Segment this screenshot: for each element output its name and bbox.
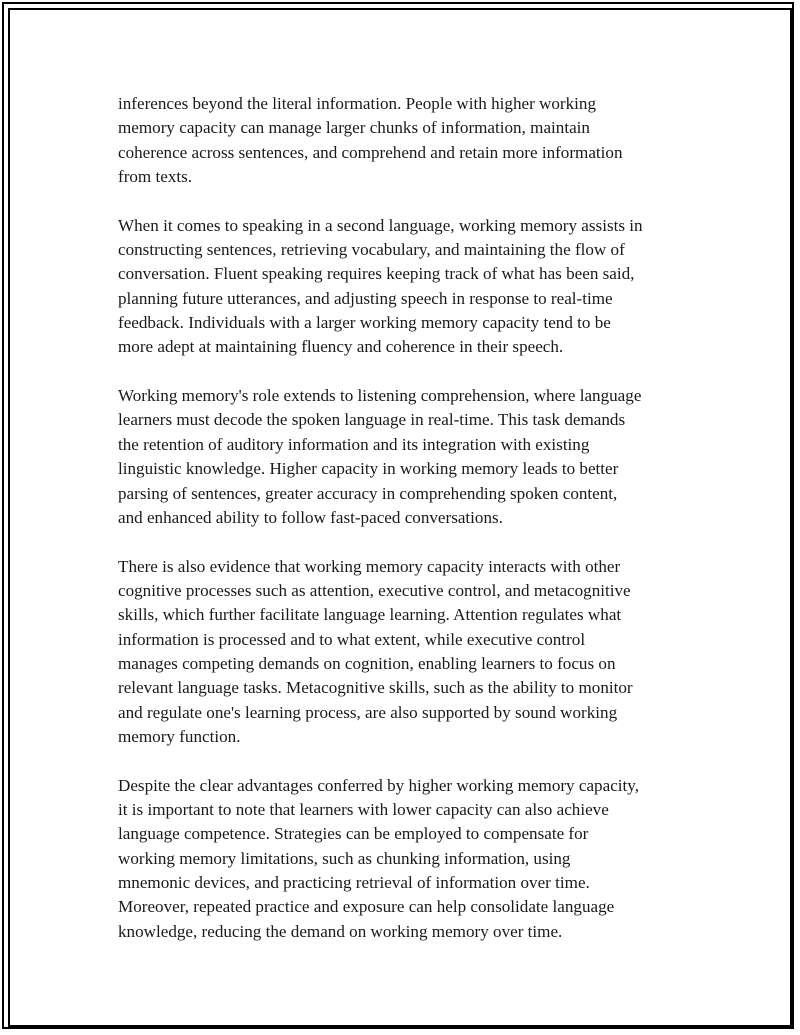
paragraph-lower-capacity-strategies: Despite the clear advantages conferred by higher working memory capacity, it is important to note that learners with lower capacity can also achieve language competence. Strategies can be employed to compensate for working memory limitations, such as chunking information, using mnemonic devices, and practicing retrieval of information over time. Moreover, repeated practice and exposure can help consolidate language knowledge, reducing the demand on working memory over time. bbox=[118, 775, 639, 941]
paragraph-speaking: When it comes to speaking in a second language, working memory assists in constructing sentences, retrieving vocabulary, and maintaining the flow of conversation. Fluent speaking requires keeping track of what has been said, planning future utterances, and adjusting speech in response to real-time feedback. Individuals with a larger working memory capacity tend to be more adept at maintaining fluency and coherence in their speech. bbox=[118, 215, 643, 357]
paragraph-cognitive-processes: There is also evidence that working memory capacity interacts with other cognitive processes such as attention, executive control, and metacognitive skills, which further facilitate language learning. Attention regulates what information is processed and to what extent, while executive control manages competing demands on cognition, enabling learners to focus on relevant language tasks. Metacognitive skills, such as the ability to monitor and regulate one's learning process, are also supported by sound working memory function. bbox=[118, 556, 633, 746]
document-body bbox=[118, 92, 708, 944]
paragraph-listening: Working memory's role extends to listening comprehension, where language learners must decode the spoken language in real-time. This task demands the retention of auditory information and its integration with existing linguistic knowledge. Higher capacity in working memory leads to better parsing of sentences, greater accuracy in comprehending spoken content, and enhanced ability to follow fast-paced conversations. bbox=[118, 386, 642, 527]
paragraph-reading-comprehension: inferences beyond the literal information. People with higher working memory capacity can manage larger chunks of information, maintain coherence across sentences, and comprehend and retain more information from texts. bbox=[118, 94, 623, 187]
